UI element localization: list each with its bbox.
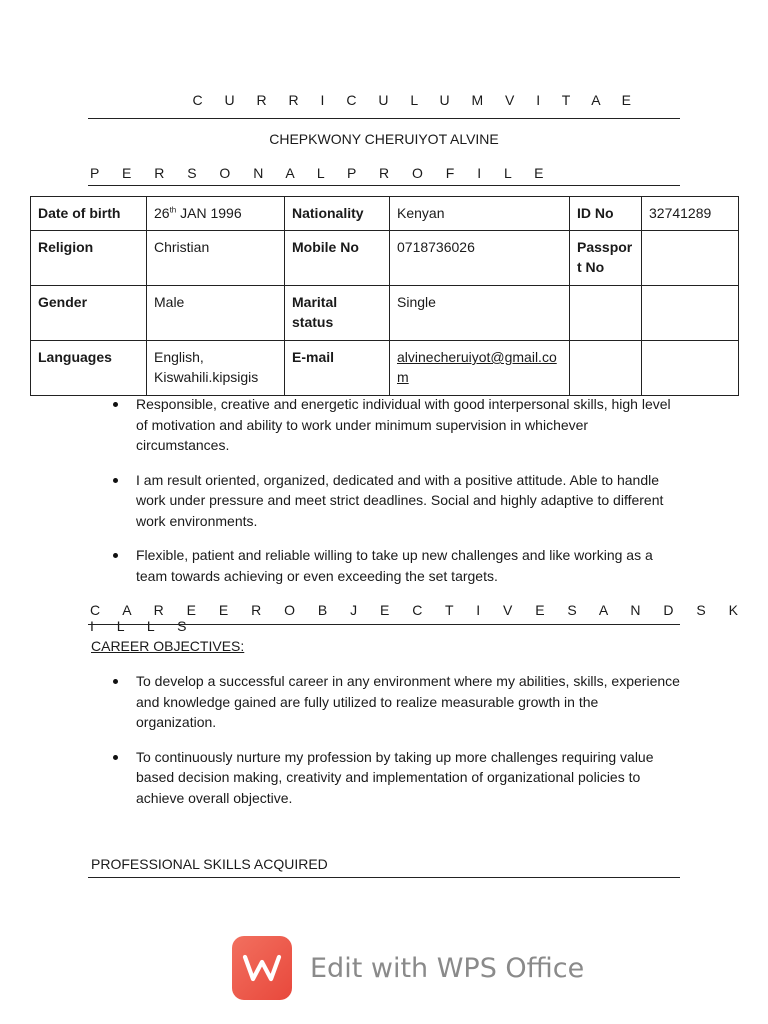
career-objectives-skills-heading: C A R E E R O B J E C T I V E S A N D S K I L L S (90, 602, 748, 634)
passport-label: Passpor t No (570, 231, 642, 286)
email-label: E-mail (285, 341, 390, 396)
list-item (108, 545, 680, 586)
bullet-text: To develop a successful career in any environment where my abilities, skills, experience and knowledge gained are fully utilized to realize measurable growth in the organization. (136, 673, 680, 730)
gender-value: Male (147, 286, 285, 341)
empty-cell (642, 341, 739, 396)
nationality-label: Nationality (285, 197, 390, 231)
empty-cell (570, 286, 642, 341)
career-divider (88, 624, 680, 625)
candidate-name: CHEPKWONY CHERUIYOT ALVINE (269, 131, 499, 147)
dob-suffix: th (169, 205, 177, 215)
id-value: 32741289 (642, 197, 739, 231)
marital-label: Marital status (285, 286, 390, 341)
dob-month-year: JAN 1996 (176, 205, 242, 221)
list-item (108, 747, 680, 809)
bullet-icon (113, 755, 118, 760)
title-divider (88, 118, 680, 119)
list-item (108, 671, 680, 733)
bullet-text: Responsible, creative and energetic individual with good interpersonal skills, high level of motivation and ability to work under minimum supervision in whichever circumstances. (136, 396, 671, 453)
dob-day: 26 (154, 205, 170, 221)
profile-bullet-list (108, 394, 680, 600)
table-row (31, 231, 739, 286)
email-value-cell (390, 341, 570, 396)
career-objectives-subheading: CAREER OBJECTIVES: (91, 638, 245, 654)
table-row (31, 197, 739, 231)
languages-value: English, Kiswahili.kipsigis (147, 341, 285, 396)
personal-profile-divider (88, 185, 680, 186)
email-link[interactable]: alvinecheruiyot@gmail.com (397, 349, 557, 385)
bullet-text: I am result oriented, organized, dedicated and with a positive attitude. Able to handle work under pressure and meet strict deadlines. Social and highly adaptive to different work environments. (136, 471, 664, 529)
bullet-text: Flexible, patient and reliable willing to take up new challenges and like working as a team towards achieving or even exceeding the set targets. (136, 547, 653, 584)
id-label: ID No (570, 197, 642, 231)
bullet-icon (113, 402, 118, 407)
skills-divider (88, 877, 680, 878)
dob-value (147, 197, 285, 231)
bullet-text: To continuously nurture my profession by taking up more challenges requiring value based decision making, creativity and implementation of organizational policies to achieve overall objective. (136, 748, 654, 806)
religion-label: Religion (31, 231, 147, 286)
bullet-icon (113, 478, 118, 483)
list-item (108, 394, 680, 456)
personal-details-table (30, 196, 739, 396)
religion-value: Christian (147, 231, 285, 286)
personal-profile-heading: P E R S O N A L P R O F I L E (90, 165, 554, 181)
nationality-value: Kenyan (390, 197, 570, 231)
dob-label: Date of birth (31, 197, 147, 231)
languages-label: Languages (31, 341, 147, 396)
empty-cell (642, 286, 739, 341)
wps-watermark-text: Edit with WPS Office (310, 952, 585, 984)
wps-office-logo-icon (232, 936, 292, 1000)
wps-watermark[interactable] (232, 936, 584, 1000)
empty-cell (570, 341, 642, 396)
table-row (31, 286, 739, 341)
mobile-value: 0718736026 (390, 231, 570, 286)
table-row (31, 341, 739, 396)
mobile-label: Mobile No (285, 231, 390, 286)
document-title: C U R R I C U L U M V I T A E (192, 92, 640, 108)
list-item (108, 470, 680, 532)
objectives-bullet-list (108, 671, 680, 822)
bullet-icon (113, 679, 118, 684)
marital-value: Single (390, 286, 570, 341)
bullet-icon (113, 553, 118, 558)
professional-skills-heading: PROFESSIONAL SKILLS ACQUIRED (91, 856, 328, 872)
gender-label: Gender (31, 286, 147, 341)
wps-w-glyph-icon (242, 953, 282, 983)
passport-value (642, 231, 739, 286)
